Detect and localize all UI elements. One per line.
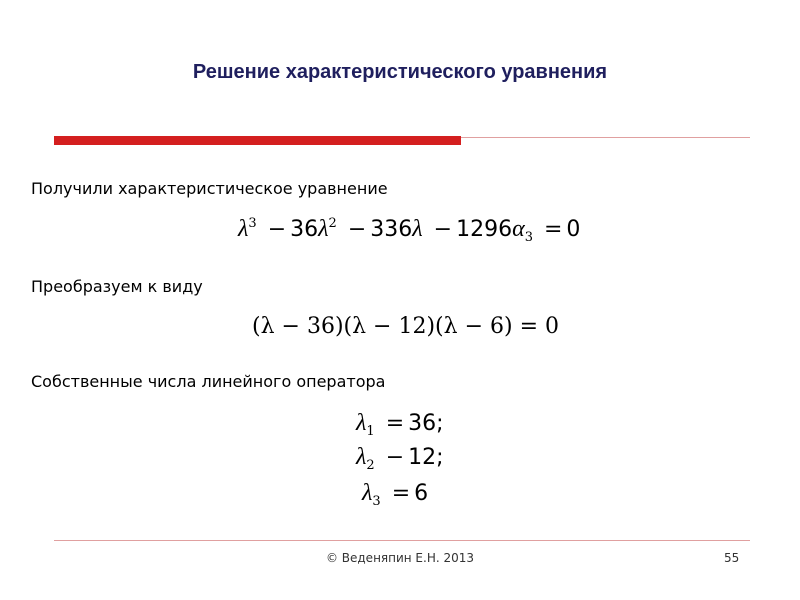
eigenvalue-3 — [362, 480, 428, 509]
eigen1-sub: 1 — [366, 424, 375, 439]
eq1-zero: 0 — [566, 217, 581, 242]
eq1-equals: = — [543, 217, 563, 242]
eq1-minus2: − — [347, 217, 367, 242]
title-divider-line — [461, 137, 750, 138]
eigen3-lambda: λ — [362, 480, 373, 506]
footer-copyright: © Веденяпин Е.Н. 2013 — [325, 551, 475, 565]
eigen1-rel: = — [385, 411, 405, 436]
eigenvalue-1 — [356, 410, 444, 439]
slide-title: Решение характеристического уравнения — [192, 61, 608, 83]
characteristic-equation — [238, 216, 580, 245]
eq1-lambda2: λ — [318, 216, 329, 242]
factored-equation — [252, 314, 559, 339]
eq1-alpha: α — [512, 216, 525, 242]
title-accent-bar — [54, 136, 461, 145]
eq1-c1296: 1296 — [456, 217, 513, 242]
eq1-minus1: − — [267, 217, 287, 242]
paragraph-eigenvalues: Собственные числа линейного оператора — [31, 372, 386, 391]
eigenvalue-2 — [356, 444, 444, 473]
eq1-alpha-sub: 3 — [524, 230, 533, 245]
factored-equation-text: (λ − 36)(λ − 12)(λ − 6) = 0 — [252, 314, 559, 339]
footer-divider-line — [54, 540, 750, 541]
eigen1-lambda: λ — [356, 410, 367, 436]
eq1-lambda3: λ — [412, 216, 423, 242]
paragraph-obtained-equation: Получили характеристическое уравнение — [31, 179, 388, 198]
eigen3-rel: = — [391, 481, 411, 506]
eq1-minus3: − — [433, 217, 453, 242]
page-number: 55 — [724, 551, 740, 565]
eigen3-value: 6 — [414, 481, 429, 506]
eq1-c36: 36 — [290, 217, 319, 242]
eigen2-rel: − — [385, 445, 405, 470]
eq1-exp2: 2 — [328, 216, 337, 231]
eigen1-value: 36; — [408, 411, 444, 436]
eigen2-sub: 2 — [366, 458, 375, 473]
eigen2-value: 12; — [408, 445, 444, 470]
eq1-exp3: 3 — [248, 216, 257, 231]
eq1-lambda: λ — [238, 216, 249, 242]
eigen2-lambda: λ — [356, 444, 367, 470]
eigen3-sub: 3 — [372, 494, 381, 509]
paragraph-transform: Преобразуем к виду — [31, 277, 203, 296]
eq1-c336: 336 — [370, 217, 413, 242]
